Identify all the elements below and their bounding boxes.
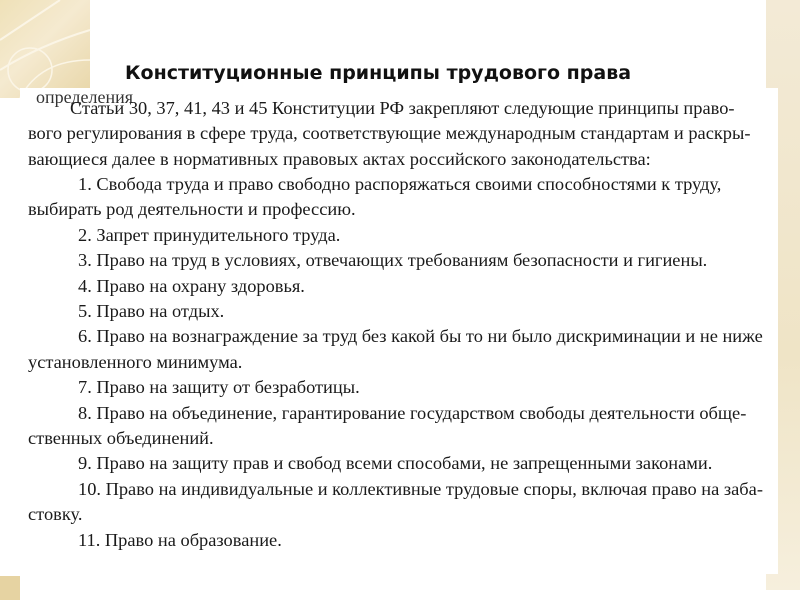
list-item: 8. Право на объединение, гарантирование государством свободы деятельности обще-	[78, 402, 747, 423]
list-item: 2. Запрет принудительного труда.	[78, 224, 341, 245]
list-item: 11. Право на образование.	[78, 529, 282, 550]
intro-line: вающиеся далее в нормативных правовых актах российского законодательства:	[28, 148, 651, 169]
list-item-continuation: установленного минимума.	[28, 351, 243, 372]
decorative-corner-top-left	[0, 0, 90, 98]
scanned-document-text	[20, 88, 778, 574]
list-item-continuation: ственных объединений.	[28, 428, 214, 449]
intro-line: Статьи 30, 37, 41, 43 и 45 Конституции РФ закрепляют следующие принципы право-	[70, 98, 735, 118]
list-item: 10. Право на индивидуальные и коллективные трудовые споры, включая право на заба-	[78, 478, 763, 499]
list-item: 7. Право на защиту от безработицы.	[78, 377, 360, 398]
list-item-continuation: стовку.	[28, 504, 83, 525]
decorative-corner-bottom-left	[0, 576, 20, 600]
list-item: 5. Право на отдых.	[78, 301, 225, 322]
slide-title: Конституционные принципы трудового права	[125, 62, 632, 84]
list-item: 9. Право на защиту прав и свобод всеми способами, не запрещенными законами.	[78, 453, 713, 474]
principles-list	[28, 172, 778, 553]
intro-line: вого регулирования в сфере труда, соответствующие международным стандартам и раскры-	[28, 123, 751, 144]
list-item: 4. Право на охрану здоровья.	[78, 275, 305, 296]
list-item: 3. Право на труд в условиях, отвечающих требованиям безопасности и гигиены.	[78, 250, 708, 271]
intro-paragraph	[28, 96, 778, 172]
list-item: 6. Право на вознаграждение за труд без какой бы то ни было дискриминации и не ниже	[78, 326, 763, 347]
decorative-swirl-graphic	[0, 0, 90, 98]
cropped-text-line: определения	[36, 87, 134, 107]
list-item: 1. Свобода труда и право свободно распоряжаться своими способностями к труду,	[78, 174, 722, 194]
list-item-continuation: выбирать род деятельности и профессию.	[28, 199, 356, 220]
